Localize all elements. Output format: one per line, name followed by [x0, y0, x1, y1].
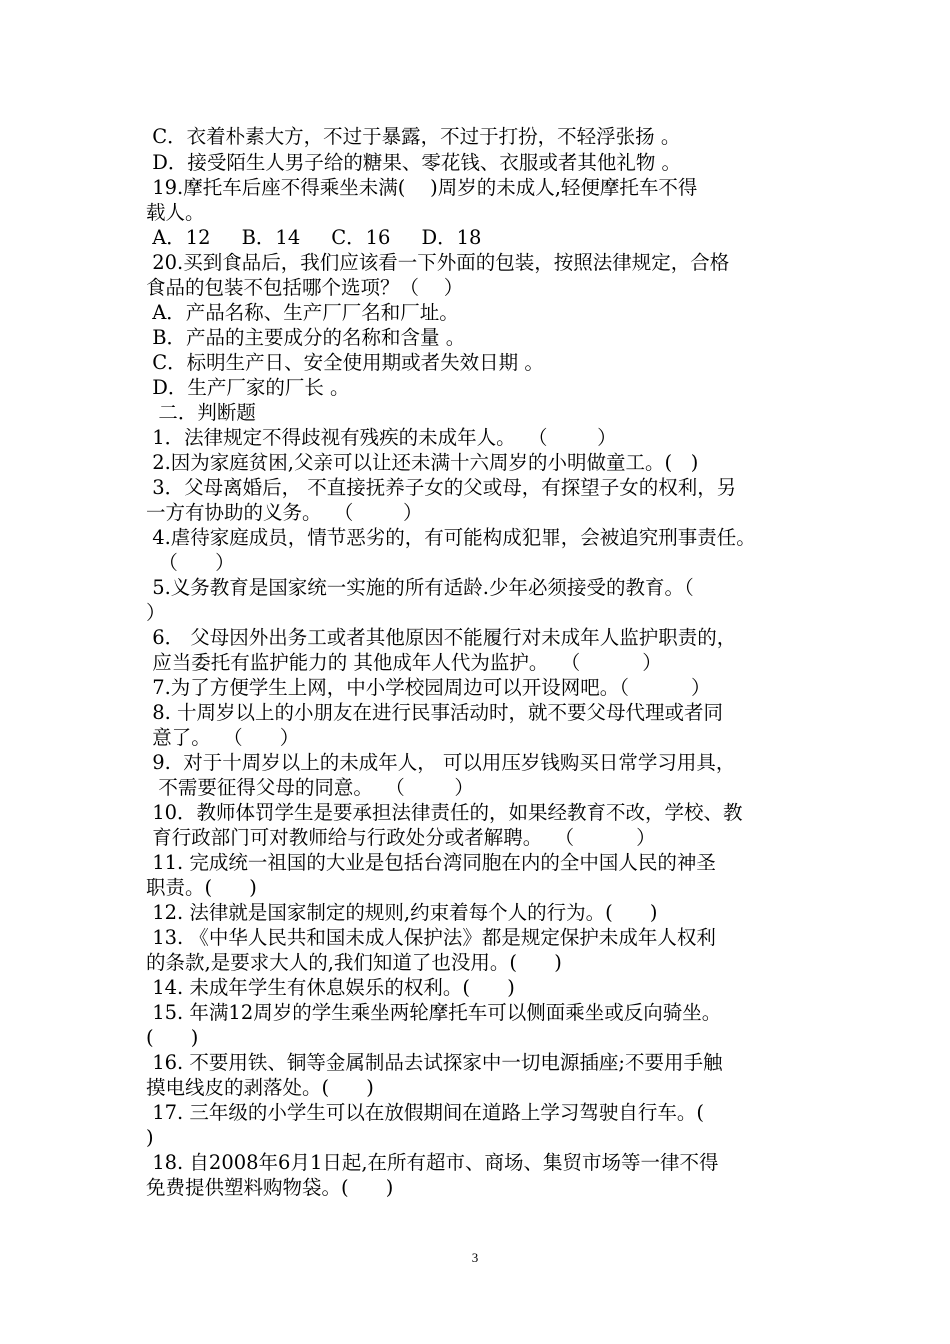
text-line: 19.摩托车后座不得乘坐未满( )周岁的未成人,轻便摩托车不得 [146, 176, 698, 199]
text-line: 应当委托有监护能力的 其他成年人代为监护。 （ ） [146, 651, 662, 674]
text-line: 15. 年满12周岁的学生乘坐两轮摩托车可以侧面乘坐或反向骑坐。 [146, 1001, 722, 1024]
text-line: 5.义务教育是国家统一实施的所有适龄.少年必须接受的教育。（ [146, 576, 694, 599]
text-line: 3．父母离婚后， 不直接抚养子女的父或母，有探望子女的权利，另 [146, 476, 737, 499]
text-line: 一方有协助的义务。 （ ） [146, 501, 423, 524]
text-line: B．产品的主要成分的名称和含量 。 [146, 326, 466, 349]
text-line: 免费提供塑料购物袋。( ) [146, 1176, 394, 1199]
text-line: 16. 不要用铁、铜等金属制品去试探家中一切电源插座;不要用手触 [146, 1051, 723, 1074]
text-line: 9. 对于十周岁以上的未成年人， 可以用压岁钱购买日常学习用具， [146, 751, 736, 774]
text-line: 18. 自2008年6月1日起,在所有超市、商场、集贸市场等一律不得 [146, 1151, 719, 1174]
text-line: D．生产厂家的厂长 。 [146, 376, 350, 399]
text-line: 载人。 [146, 201, 205, 224]
text-line: 2.因为家庭贫困,父亲可以让还未满十六周岁的小明做童工。( ) [146, 451, 699, 474]
text-line: （ ） [146, 551, 235, 574]
text-line: ( ) [146, 1026, 199, 1049]
text-line: 10．教师体罚学生是要承担法律责任的，如果经教育不改，学校、教 [146, 801, 743, 824]
text-line: 意了。 （ ） [146, 726, 300, 749]
section-heading: 二．判断题 [146, 401, 256, 424]
text-line: 不需要征得父母的同意。 （ ） [146, 776, 474, 799]
text-line: 13. 《中华人民共和国未成人保护法》都是规定保护未成年人权利 [146, 926, 716, 949]
text-line: 12. 法律就是国家制定的规则,约束着每个人的行为。( ) [146, 901, 658, 924]
text-line: 11. 完成统一祖国的大业是包括台湾同胞在内的全中国人民的神圣 [146, 851, 716, 874]
text-line: 4.虐待家庭成员，情节恶劣的，有可能构成犯罪，会被追究刑事责任。 [146, 526, 756, 549]
text-line: 6． 父母因外出务工或者其他原因不能履行对未成年人监护职责的， [146, 626, 737, 649]
text-line: 职责。( ) [146, 876, 257, 899]
text-line: ） [146, 601, 166, 624]
text-line: 食品的包装不包括哪个选项？（ ） [146, 276, 464, 299]
text-line: D．接受陌生人男子给的糖果、零花钱、衣服或者其他礼物 。 [146, 151, 682, 174]
page-number: 3 [471, 1250, 479, 1265]
text-line: 14. 未成年学生有休息娱乐的权利。( ) [146, 976, 515, 999]
text-line: 1．法律规定不得歧视有残疾的未成年人。 （ ） [146, 426, 617, 449]
text-line: 17. 三年级的小学生可以在放假期间在道路上学习驾驶自行车。( [146, 1101, 705, 1124]
text-line: A．产品名称、生产厂厂名和厂址。 [146, 301, 459, 324]
text-line: ) [146, 1126, 154, 1149]
text-line: 的条款,是要求大人的,我们知道了也没用。( ) [146, 951, 562, 974]
text-line: A．12 B．14 C．16 D．18 [146, 226, 482, 249]
text-line: 8. 十周岁以上的小朋友在进行民事活动时，就不要父母代理或者同 [146, 701, 724, 724]
text-line: 育行政部门可对教师给与行政处分或者解聘。 （ ） [146, 826, 656, 849]
text-line: C．标明生产日、安全使用期或者失效日期 。 [146, 351, 544, 374]
text-line: C．衣着朴素大方，不过于暴露，不过于打扮，不轻浮张扬 。 [146, 125, 681, 148]
text-line: 摸电线皮的剥落处。( ) [146, 1076, 374, 1099]
text-line: 7.为了方便学生上网，中小学校园周边可以开设网吧。（ ） [146, 676, 711, 699]
text-line: 20.买到食品后，我们应该看一下外面的包装，按照法律规定，合格 [146, 251, 730, 274]
